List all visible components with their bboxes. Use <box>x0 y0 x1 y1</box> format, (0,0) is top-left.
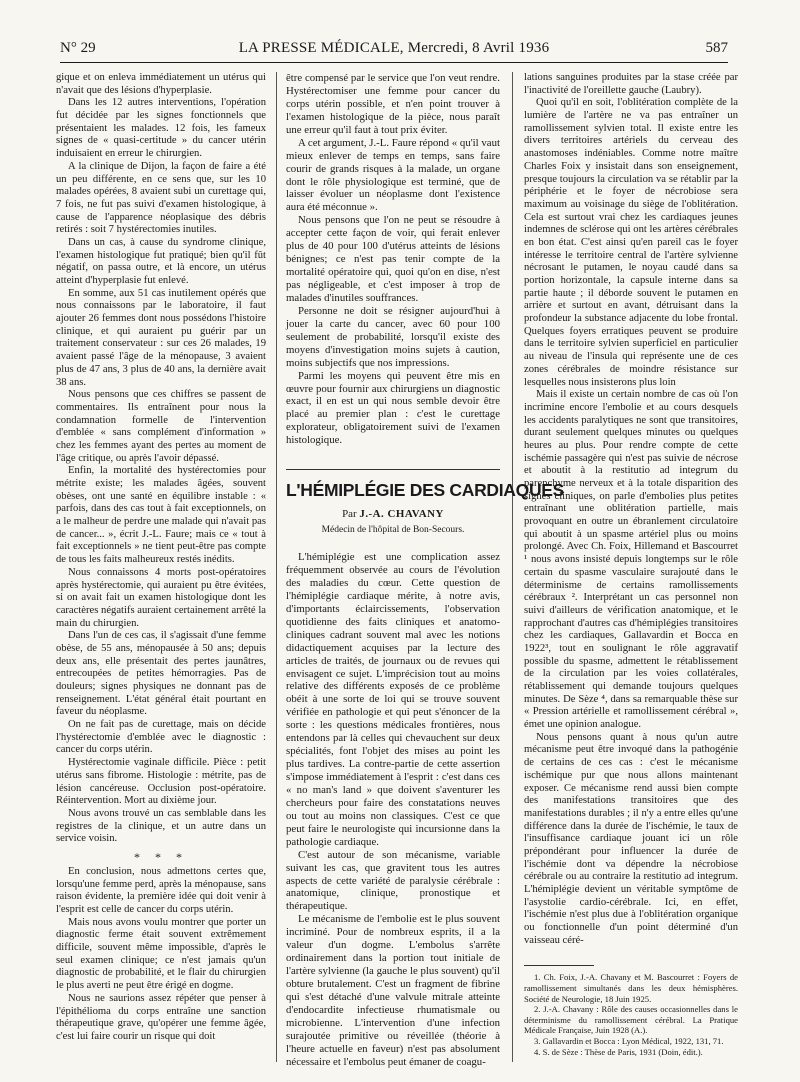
column-divider <box>512 72 513 1062</box>
column-1 <box>56 72 266 1044</box>
paragraph: Mais il existe un certain nombre de cas où l'on incrimine encore l'embolie et au cours desquels les accidents paralytiques ne sont que transitoires, durant seulement quelques minutes ou quelques heures au plus. Pour rendre compte de cette ischémie passagère qui n'est pas suivie de nécrose et aboutit à la restitutio ad integrum du parenchyme nerveux et à la totale disparition des signes cliniques, on parle d'embolies plus petites entraînant une oblitération partielle, mais provoquant en outre un ébranlement circulatoire qui aboutit à un spasme artériel plus ou moins prolongé. Avec Ch. Foix, Hillemand et Bascourret ¹ nous avons insisté depuis longtemps sur le rôle certain du spasme vasculaire surajouté dans le déterminisme de certains ramollissements cérébraux ². Interprétant un cas personnel non suivi d'ailleurs de vérification anatomique, et le rapprochant d'autres cas d'hémiplégies transitoires chez les cardiaques, Gallavardin et Bocca en 1922³, tout en soulignant le rôle aggravatif possible du spasme, admettent le rétablissement de la circulation par les voies collatérales, rétablissement qui demande toujours quelques minutes. De Sèze ⁴, dans sa remarquable thèse sur « Pression artérielle et ramollissement cérébral », émet une opinion analogue. <box>524 389 738 731</box>
footnote: 2. J.-A. Chavany : Rôle des causes occasionnelles dans le déterminisme du ramollissement cérébral. La Pratique Médicale Française, Juin 1928 (A.). <box>524 1004 738 1036</box>
paragraph: En conclusion, nous admettons certes que, lorsqu'une femme perd, après la ménopause, sans raison évidente, la première idée qui doit venir à l'esprit est celle de cancer du corps utérin. <box>56 865 266 915</box>
page-number-right: 587 <box>705 40 728 56</box>
author-prefix: Par <box>342 508 357 521</box>
paragraph: Nous connaissons 4 morts post-opératoires après hystérectomie, qui auraient pu être évitées, si on avait fait un examen histologique dont les caractères négatifs auraient certainement arrêté la main du chirurgien. <box>56 566 266 629</box>
paragraph: gique et on enleva immédiatement un utérus qui n'avait que des lésions d'hyperplasie. <box>56 72 266 96</box>
header-rule <box>60 62 728 63</box>
author-name: J.-A. CHAVANY <box>359 508 444 521</box>
paragraph: Nous pensons que l'on ne peut se résoudre à accepter cette façon de voir, qui ferait enlever plus de 40 pour 100 d'utérus atteints de lésions bénignes; ce n'est pas tenir compte de la mortalité opératoire qui, quoi qu'on en dise, n'est pas négligeable, et c'est imposer à trop de malades d'inutiles souffrances. <box>286 214 500 304</box>
paragraph: être compensé par le service que l'on veut rendre. Hystérectomiser une femme pour cancer du corps utérin possible, et n'en point trouver à l'examen histologique de la pièce, nous paraît une erreur qu'il faut à tout prix éviter. <box>286 72 500 136</box>
paragraph: A la clinique de Dijon, la façon de faire a été un peu différente, en ce sens que, sur les 10 malades opérées, 8 avaient subi un curettage qui, 7 fois, ne fut pas suivi d'examen histologique, à cause de l'apparence néoplasique des débris retirés : soit 7 hystérectomies inutiles. <box>56 160 266 236</box>
paragraph: Nous ne saurions assez répéter que penser à l'épithélioma du corps entraîne une sanction thérapeutique grave, qu'opérer une femme âgée, c'est lui faire courir un risque qui doit <box>56 992 266 1042</box>
paragraph: A cet argument, J.-L. Faure répond « qu'il vaut mieux enlever de temps en temps, sans faire courir de grands risques à la malade, un organe dont le rôle physiologique est terminé, que de laisser évoluer un néoplasme dont l'existence aura été méconnue ». <box>286 136 500 214</box>
paragraph: lations sanguines produites par la stase créée par l'inactivité de l'oreillette gauche (Laubry). <box>524 72 738 96</box>
paragraph: Dans un cas, à cause du syndrome clinique, l'examen histologique fut pratiqué; bien qu'il fût négatif, on passa outre, et là encore, un utérus atteint d'hyperplasie fut enlevé. <box>56 236 266 286</box>
paragraph: Quoi qu'il en soit, l'oblitération complète de la lumière de l'artère ne va pas entraîner un ramollissement sylvien total. Il existe entre les divers territoires artériels du cerveau des anastomoses indéniables. Comme notre maître Charles Foix y insistait dans son enseignement, presque toujours la circulation va se rétablir par la périphérie et le foyer de nécrobiose sera maximum au voisinage du siège de l'oblitération. Cela est surtout vrai chez les cardiaques jeunes indemnes de sclérose qui ont les artères cérébrales en bon état. C'est ainsi qu'en pareil cas le foyer intéresse le territoire central de l'artère sylvienne nécrosant le putamen, le noyau caudé dans sa portion horizontale, la capsule interne dans sa partie haute ; il déborde souvent le putamen en arrière et surtout en avant, détruisant dans la profondeur la substance adjacente du lobe frontal. Quelques foyers erratiques peuvent se produire dans le territoire sylvien superficiel en particulier au niveau de l'insula qui représente une de ces zones cérébrales de moindre résistance sur lesquelles nous insisterons plus loin <box>524 97 738 388</box>
article-title: L'HÉMIPLÉGIE DES CARDIAQUES <box>286 480 565 501</box>
paragraph: C'est autour de son mécanisme, variable suivant les cas, que gravitent tous les autres aspects de cette variété de paralysie cérébrale : anatomique, clinique, pronostique et thérapeutique. <box>286 848 500 913</box>
page-number-left: N° 29 <box>60 40 96 56</box>
paragraph: Hystérectomie vaginale difficile. Pièce : petit utérus sans fibrome. Histologie : métrite, pas de lésion cancéreuse. Occlusion post-opératoire. Réintervention. Mort au dixième jour. <box>56 757 266 807</box>
column-2 <box>286 72 565 1069</box>
journal-title: LA PRESSE MÉDICALE, Mercredi, 8 Avril 1936 <box>238 40 550 56</box>
paragraph: Enfin, la mortalité des hystérectomies pour métrite existe; les malades âgées, souvent obèses, ont une santé en équilibre instable : « parfois, dans des cas tout à fait exceptionnels, on a le malheur de perdre une malade qui n'avait pas de cancer... », écrit J.-L. Faure; mais ce « tout à fait exceptionnels » ne tient peut-être pas compte de tous les faits malheureux restés inédits. <box>56 465 266 566</box>
column-divider <box>276 72 277 1062</box>
footnote: 4. S. de Sèze : Thèse de Paris, 1931 (Doin, édit.). <box>534 1046 703 1057</box>
paragraph: On ne fait pas de curettage, mais on décide l'hystérectomie d'emblée avec le diagnostic : cancer du corps utérin. <box>56 719 266 756</box>
page-header <box>60 40 728 66</box>
footnote: 3. Gallavardin et Bocca : Lyon Médical, 1922, 131, 71. <box>534 1036 724 1046</box>
author-affiliation: Médecin de l'hôpital de Bon-Secours. <box>321 525 465 536</box>
article-author <box>286 508 500 521</box>
paragraph: Nous pensons quant à nous qu'un autre mécanisme peut être invoqué dans la pathogénie de certains de ces cas : c'est le mécanisme ischémique pur que nous allons maintenant exposer. Ce mécanisme rend aussi bien compte des manifestations transitoires que des manifestations durables ; il n'y a entre elles qu'une différence dans la durée de l'ischémie, le taux de l'insuffisance cardiaque jouant ici un rôle prépondérant pour influencer la durée de l'ischémie dont va dépendre la nécrobiose cérébrale ou au contraire la restitutio ad integrum. L'hémiplégie devient un véritable symptôme de l'asystolie cardio-cérébrale. Ici, en effet, l'ischémie n'est plus due à l'oblitération organique ou fonctionnelle d'un point déterminé d'un vaisseau céré- <box>524 731 738 946</box>
footnotes <box>524 972 738 1057</box>
paragraph: Dans l'un de ces cas, il s'agissait d'une femme obèse, de 55 ans, ménopausée à 50 ans; depuis deux ans, elle présentait des pertes jaunâtres, entrecoupées de petites hémorragies. Pas de douleurs; signes physiques ne donnant pas de renseignement. L'état général était pourtant en faveur du néoplasme. <box>56 630 266 718</box>
paragraph: Parmi les moyens qui peuvent être mis en œuvre pour fournir aux chirurgiens un diagnostic exact, il en est un qui nous semble devoir être placé au premier plan : c'est le curettage explorateur, obligatoirement suivi de l'examen histologique. <box>286 369 500 447</box>
footnote: 1. Ch. Foix, J.-A. Chavany et M. Bascourret : Foyers de ramollissement simultanés dans les deux hémisphères. Société de Neurologie, 18 Juin 1925. <box>524 972 738 1004</box>
paragraph: Dans les 12 autres interventions, l'opération fut décidée par les signes fonctionnels que présentaient les malades. 12 fois, les fameux signes de « quasi-certitude » du cancer utérin induisaient en erreur le chirurgien. <box>56 97 266 160</box>
paragraph: En somme, aux 51 cas inutilement opérés que nous connaissons par le laboratoire, il faut ajouter 26 femmes dont nous possédons l'histoire clinique, et qui auraient pu guérir par un traitement conservateur : sur ces 26 malades, 19 avaient passé l'âge de la ménopause, 3 avaient plus de 47 ans, 3 plus de 40 ans, la dernière avait 38 ans. <box>56 287 266 388</box>
paragraph: L'hémiplégie est une complication assez fréquemment observée au cours de l'évolution des maladies du cœur. Cette question de l'hémiplégie cardiaque mérite, à notre avis, d'importants éclaircissements, l'observation quotidienne des faits cliniques et anatomo-cliniques cadrant souvent mal avec les notions didactiquement acquises par la lecture des articles de traités, de journaux ou de revues qui envisagent ce sujet. L'imprécision tout au moins relative des différents exposés de ce problème obéit à une sorte de loi qui se trouve souvent vérifiée en pathologie et qui peut s'énoncer de la sorte : les questions médicales frontières, nous entendons par là celles qui chevauchent sur deux spécialités, font l'objet des mises au point les plus tardives. La contre-partie de cette assertion s'impose immédiatement à l'esprit : c'est dans ces « no man's land » que doivent s'aventurer les chercheurs pour faire des constatations neuves ou tout au moins non classiques. C'est ce que peut faire le neurologiste qui incursionne dans la pathologie cardiaque. <box>286 551 500 848</box>
paragraph: Nous pensons que ces chiffres se passent de commentaires. Ils entraînent pour nous la condamnation formelle de l'intervention d'emblée « sans complément d'information » chez les femmes ayant des pertes au moment de l'âge critique, ou après l'avoir dépassé. <box>56 389 266 464</box>
paragraph: Personne ne doit se résigner aujourd'hui à jouer la carte du cancer, avec 60 pour 100 seulement de probabilité, lorsqu'il existe des moyens d'investigation moins sujets à caution, moins subjectifs que nos impressions. <box>286 304 500 369</box>
paragraph: Mais nous avons voulu montrer que porter un diagnostic ferme était souvent extrêmement difficile, souvent même impossible, d'après le seul examen clinique; ce n'est jamais qu'un diagnostic de probabilité, et le flair du chirurgien le plus averti ne peut être érigé en dogme. <box>56 916 266 992</box>
column-3 <box>524 72 738 1057</box>
article-separator <box>286 469 500 470</box>
paragraph: Nous avons trouvé un cas semblable dans les registres de la clinique, et un autre dans un service voisin. <box>56 807 266 845</box>
section-separator: * * * <box>134 849 188 864</box>
paragraph: Le mécanisme de l'embolie est le plus souvent incriminé. Pour de nombreux esprits, il a la valeur d'un dogme. L'embolus s'arrête ordinairement dans la portion tout initiale de l'artère sylvienne (la gauche le plus souvent) qu'il obture brutalement. C'est un fragment de fibrine qui s'est détaché d'une valvule mitrale atteinte d'endocardite infectieuse rhumatismale ou microbienne. L'intervention d'une infection surajoutée primitive ou réveillée (théorie à l'heure actuelle en faveur) n'est pas absolument nécessaire et l'embolus peut émaner de coagu- <box>286 913 500 1068</box>
footnote-rule <box>524 965 594 966</box>
